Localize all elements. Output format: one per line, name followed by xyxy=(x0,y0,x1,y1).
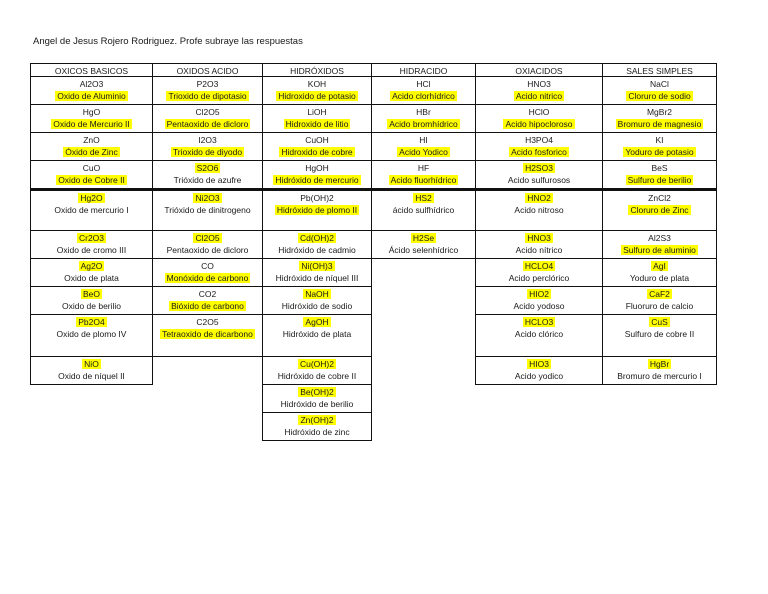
compound-name: Acido clórico xyxy=(514,329,564,339)
table-cell xyxy=(262,189,372,231)
formula: LiOH xyxy=(307,107,327,117)
column-header: HIDRACIDO xyxy=(371,63,476,77)
table-cell xyxy=(602,133,717,161)
compound-name: Acido nítrico xyxy=(515,245,563,255)
formula: ZnCl2 xyxy=(648,193,671,203)
compound-name: Trióxido de azufre xyxy=(173,175,242,185)
table-cell xyxy=(262,231,372,259)
compound-name: Hidróxido de mercurio xyxy=(275,175,359,185)
compound-name: Oxido de níquel II xyxy=(58,371,125,381)
compound-name: Oxido de Cobre II xyxy=(58,175,125,185)
compound-name: Cloruro de Zinc xyxy=(630,205,689,215)
formula: Cu(OH)2 xyxy=(299,359,334,369)
table-cell xyxy=(371,77,476,105)
table-cell xyxy=(371,133,476,161)
compound-name: Acido yodoso xyxy=(513,301,565,311)
table-cell xyxy=(262,357,372,385)
table-cell xyxy=(30,105,153,133)
compound-name: Hidróxido de berilio xyxy=(280,399,354,409)
compound-name: Oxido de plomo IV xyxy=(56,329,127,339)
compound-name: Acido hipocloroso xyxy=(505,119,573,129)
compound-name: Bióxido de carbono xyxy=(171,301,244,311)
table-cell xyxy=(602,259,717,287)
compound-name: Yoduro de potasio xyxy=(625,147,694,157)
formula: CuS xyxy=(651,317,668,327)
compound-name: Hidroxido de cobre xyxy=(281,147,353,157)
table-cell xyxy=(152,105,263,133)
column-0 xyxy=(30,63,153,385)
compound-name: Acido fosforico xyxy=(511,147,567,157)
table-cell xyxy=(262,77,372,105)
formula: ZnO xyxy=(83,135,100,145)
table-cell xyxy=(475,161,603,189)
formula: HgOH xyxy=(305,163,329,173)
table-cell xyxy=(602,189,717,231)
column-2 xyxy=(262,63,372,441)
compound-name: Acido nitrico xyxy=(515,91,563,101)
formula: KI xyxy=(655,135,664,145)
table-cell xyxy=(152,259,263,287)
compound-name: Acido sulfurosos xyxy=(507,175,571,185)
formula: Cr2O3 xyxy=(78,233,105,243)
formula: HF xyxy=(417,163,430,173)
formula: Al2O3 xyxy=(79,79,104,89)
formula: C2O5 xyxy=(196,317,219,327)
formula: AgOH xyxy=(305,317,329,327)
formula: Cl2O5 xyxy=(195,107,220,117)
document-title: Angel de Jesus Rojero Rodriguez. Profe subraye las respuestas xyxy=(33,36,303,47)
formula: H2Se xyxy=(412,233,435,243)
table-cell xyxy=(602,287,717,315)
formula: HCLO3 xyxy=(524,317,554,327)
table-cell xyxy=(602,357,717,385)
table-cell xyxy=(475,357,603,385)
compound-name: Sulfuro de aluminio xyxy=(623,245,696,255)
compound-name: Hidróxido de zinc xyxy=(284,427,350,437)
formula: BeS xyxy=(651,163,668,173)
compound-name: ácido sulfhídrico xyxy=(392,205,455,215)
formula: Be(OH)2 xyxy=(300,387,334,397)
table-cell xyxy=(30,133,153,161)
table-cell xyxy=(475,315,603,357)
compound-name: Sulfuro de berilio xyxy=(627,175,692,185)
compound-name: Fluoruro de calcio xyxy=(625,301,694,311)
table-cell xyxy=(262,413,372,441)
formula: HCLO4 xyxy=(524,261,554,271)
column-header: OXIDOS ACIDO xyxy=(152,63,263,77)
table-cell xyxy=(602,231,717,259)
compound-name: Acido perclórico xyxy=(508,273,570,283)
compound-name: Monóxido de carbono xyxy=(166,273,249,283)
table-cell xyxy=(262,133,372,161)
formula: I2O3 xyxy=(198,135,217,145)
formula: H3PO4 xyxy=(525,135,553,145)
formula: S2O6 xyxy=(196,163,219,173)
table-cell xyxy=(30,315,153,357)
formula: NaCl xyxy=(650,79,669,89)
formula: Ni2O3 xyxy=(195,193,220,203)
formula: CO xyxy=(201,261,214,271)
compound-name: Acido bromhídrico xyxy=(389,119,458,129)
table-cell xyxy=(475,77,603,105)
compound-name: Oxido de plata xyxy=(64,273,119,283)
table-cell xyxy=(152,133,263,161)
table-cell xyxy=(602,161,717,189)
table-cell xyxy=(475,133,603,161)
formula: Al2S3 xyxy=(648,233,671,243)
compound-name: Hidróxido de plomo II xyxy=(276,205,358,215)
formula: HS2 xyxy=(415,193,432,203)
column-header: SALES SIMPLES xyxy=(602,63,717,77)
formula: CaF2 xyxy=(649,289,670,299)
compound-name: Acido fluorhídrico xyxy=(390,175,457,185)
table-cell xyxy=(262,385,372,413)
table-cell xyxy=(152,189,263,231)
formula: Cd(OH)2 xyxy=(299,233,334,243)
table-cell xyxy=(371,105,476,133)
compound-name: Acido yodico xyxy=(514,371,564,381)
table-cell xyxy=(475,287,603,315)
formula: CuOH xyxy=(305,135,329,145)
compound-name: Bromuro de mercurio I xyxy=(617,371,702,381)
column-5 xyxy=(602,63,717,385)
formula: Zn(OH)2 xyxy=(300,415,334,425)
formula: CO2 xyxy=(198,289,217,299)
compound-name: Oxido de mercurio I xyxy=(54,205,129,215)
formula: P2O3 xyxy=(196,79,219,89)
compound-name: Ácido selenhídrico xyxy=(388,245,459,255)
formula: KOH xyxy=(307,79,327,89)
table-cell xyxy=(152,287,263,315)
column-header: HIDRÓXIDOS xyxy=(262,63,372,77)
compound-name: Hidroxido de litio xyxy=(285,119,349,129)
compound-name: Oxido de berilio xyxy=(61,301,122,311)
formula: HNO3 xyxy=(527,79,551,89)
formula: Pb2O4 xyxy=(78,317,105,327)
compound-name: Hidroxido de potasio xyxy=(278,91,356,101)
table-cell xyxy=(30,161,153,189)
column-header: OXICOS BASICOS xyxy=(30,63,153,77)
table-cell xyxy=(371,161,476,189)
compound-name: Oxido de Mercurio II xyxy=(53,119,130,129)
formula: HIO3 xyxy=(529,359,549,369)
compound-name: Trioxido de dipotasio xyxy=(168,91,247,101)
table-cell xyxy=(30,287,153,315)
formula: HNO2 xyxy=(527,193,551,203)
compound-name: Oxido de cromo III xyxy=(56,245,127,255)
formula: HI xyxy=(419,135,428,145)
table-cell xyxy=(475,105,603,133)
compound-name: Sulfuro de cobre II xyxy=(624,329,695,339)
compound-name: Trióxido de dinitrogeno xyxy=(164,205,251,215)
formula: Ni(OH)3 xyxy=(301,261,333,271)
table-cell xyxy=(30,259,153,287)
formula: CuO xyxy=(82,163,101,173)
table-cell xyxy=(475,259,603,287)
table-cell xyxy=(602,105,717,133)
formula: AgI xyxy=(653,261,666,271)
table-cell xyxy=(371,231,476,259)
table-cell xyxy=(262,315,372,357)
compound-name: Pentaoxido de dicloro xyxy=(166,245,249,255)
formula: BeO xyxy=(82,289,100,299)
compound-name: Hidróxido de sodio xyxy=(281,301,353,311)
column-3 xyxy=(371,63,476,259)
table-cell xyxy=(602,77,717,105)
compound-name: Acido Yodico xyxy=(399,147,448,157)
formula: Pb(OH)2 xyxy=(300,193,334,203)
compound-name: Yoduro de plata xyxy=(629,273,690,283)
table-cell xyxy=(602,315,717,357)
compound-name: Oxido de Aluminio xyxy=(57,91,126,101)
table-cell xyxy=(262,105,372,133)
formula: HIO2 xyxy=(529,289,549,299)
formula: HClO xyxy=(528,107,550,117)
formula: NaOH xyxy=(305,289,329,299)
table-cell xyxy=(152,231,263,259)
compound-name: Hidróxido de plata xyxy=(282,329,352,339)
compound-name: Óxido de Zinc xyxy=(65,147,118,157)
column-header: OXIACIDOS xyxy=(475,63,603,77)
compound-name: Acido clorhídrico xyxy=(392,91,455,101)
formula: Ag2O xyxy=(80,261,103,271)
table-cell xyxy=(30,231,153,259)
compound-name: Hidróxido de cadmio xyxy=(278,245,356,255)
compound-name: Bromuro de magnesio xyxy=(617,119,702,129)
formula: MgBr2 xyxy=(646,107,673,117)
table-cell xyxy=(371,189,476,231)
compound-name: Hidróxido de níquel III xyxy=(275,273,359,283)
formula: Hg2O xyxy=(80,193,103,203)
column-4 xyxy=(475,63,603,385)
table-cell xyxy=(30,189,153,231)
table-cell xyxy=(262,287,372,315)
table-cell xyxy=(30,357,153,385)
compound-name: Acido nitroso xyxy=(514,205,564,215)
compound-name: Tetraoxido de dicarbono xyxy=(162,329,253,339)
table-cell xyxy=(152,77,263,105)
table-cell xyxy=(262,161,372,189)
table-cell xyxy=(262,259,372,287)
column-1 xyxy=(152,63,263,357)
table-cell xyxy=(152,161,263,189)
table-cell xyxy=(475,189,603,231)
compound-name: Hidróxido de cobre II xyxy=(277,371,357,381)
compound-name: Pentaoxido de dicloro xyxy=(166,119,249,129)
formula: HNO3 xyxy=(527,233,551,243)
formula: HCl xyxy=(416,79,431,89)
formula: Cl2O5 xyxy=(195,233,220,243)
table-cell xyxy=(30,77,153,105)
compound-name: Cloruro de sodio xyxy=(628,91,691,101)
table-cell xyxy=(152,315,263,357)
formula: NiO xyxy=(84,359,99,369)
formula: H2SO3 xyxy=(525,163,553,173)
compound-name: Trioxido de diyodo xyxy=(172,147,243,157)
formula: HgO xyxy=(82,107,101,117)
formula: HgBr xyxy=(649,359,670,369)
formula: HBr xyxy=(416,107,431,117)
table-cell xyxy=(475,231,603,259)
